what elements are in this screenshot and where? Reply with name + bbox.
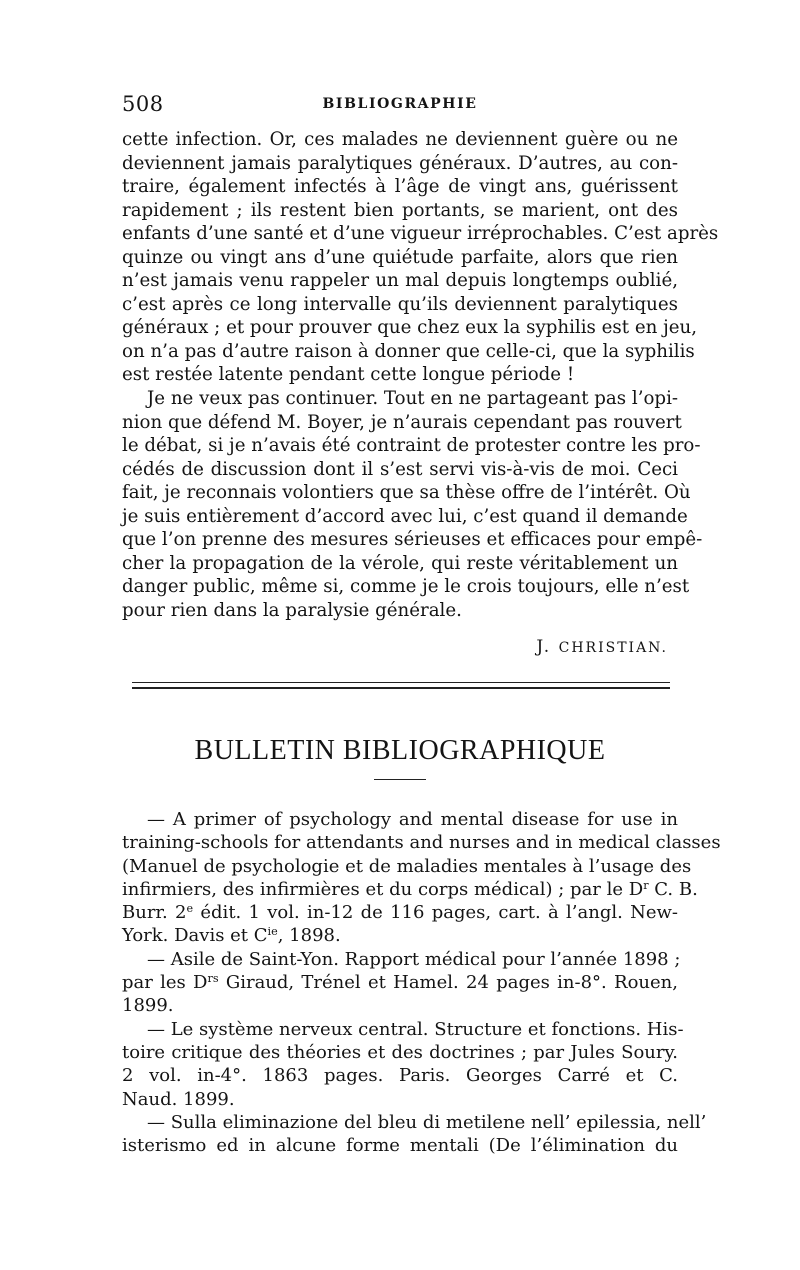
bibliography-entry <box>122 1111 707 1158</box>
text-line: nion que défend M. Boyer, je n’aurais cependant pas rouvert <box>122 411 682 433</box>
text-line: n’est jamais venu rappeler un mal depuis longtemps oublié, <box>122 270 678 292</box>
text-line: pour rien dans la paralysie générale. <box>122 599 462 621</box>
text-line: 2 vol. in-4°. 1863 pages. Paris. Georges Carré et C. <box>122 1065 678 1087</box>
text-line: Je ne veux pas continuer. Tout en ne partageant pas l’opi- <box>147 388 679 410</box>
page-number: 508 <box>122 92 164 116</box>
section-divider <box>132 682 670 689</box>
text-line: Naud. 1899. <box>122 1088 235 1110</box>
text-line: isterismo ed in alcune forme mentali (De l’élimination du <box>122 1135 678 1157</box>
text-line: est restée latente pendant cette longue période ! <box>122 364 575 386</box>
signature-name: CHRISTIAN. <box>558 640 668 656</box>
text-line: quinze ou vingt ans d’une quiétude parfaite, alors que rien <box>122 246 678 268</box>
text-line: cher la propagation de la vérole, qui reste véritablement un <box>122 552 678 574</box>
text-line: (Manuel de psychologie et de maladies mentales à l’usage des <box>122 855 692 877</box>
bibliography-entry <box>122 948 681 1018</box>
signature-initial: J. <box>536 637 552 657</box>
text-line: je suis entièrement d’accord avec lui, c’est quand il demande <box>122 505 688 527</box>
text-line: rapidement ; ils restent bien portants, se marient, ont des <box>122 199 678 221</box>
text-line: 1899. <box>122 995 174 1017</box>
title-underline <box>374 779 426 780</box>
text-line: le débat, si je n’avais été contraint de protester contre les pro- <box>122 435 701 457</box>
text-line: Burr. 2e édit. 1 vol. in-12 de 116 pages, cart. à l’angl. New- <box>122 902 678 924</box>
text-line: généraux ; et pour prouver que chez eux la syphilis est en jeu, <box>122 317 697 339</box>
text-line: — Sulla eliminazione del bleu di metilene nell’ epilessia, nell’ <box>147 1111 707 1133</box>
text-line: enfants d’une santé et d’une vigueur irréprochables. C’est après <box>122 223 719 245</box>
article-body <box>122 128 719 622</box>
text-line: infirmiers, des infirmières et du corps médical) ; par le $D^r$ C. B. <box>122 878 698 900</box>
bibliography-entry <box>122 1018 684 1111</box>
text-line: toire critique des théories et des doctrines ; par Jules Soury. <box>122 1041 678 1063</box>
text-line: deviennent jamais paralytiques généraux. D’autres, au con- <box>122 152 678 174</box>
running-title: BIBLIOGRAPHIE <box>322 96 478 112</box>
text-line: danger public, même si, comme je le crois toujours, elle n’est <box>122 576 690 598</box>
bibliography-entry <box>122 808 721 948</box>
text-line: c’est après ce long intervalle qu’ils deviennent paralytiques <box>122 293 678 315</box>
text-line: que l’on prenne des mesures sérieuses et efficaces pour empê- <box>122 529 703 551</box>
author-signature <box>536 637 668 657</box>
text-line: — Le système nerveux central. Structure et fonctions. His- <box>147 1018 684 1040</box>
text-line: par les $D^{rs}$ Giraud, Trénel et Hamel. 24 pages in-8°. Rouen, <box>122 971 678 994</box>
text-line: traire, également infectés à l’âge de vingt ans, guérissent <box>122 176 678 198</box>
text-line: cédés de discussion dont il s’est servi vis-à-vis de moi. Ceci <box>122 458 678 480</box>
text-line: training-schools for attendants and nurses and in medical classes <box>122 832 721 854</box>
text-line: on n’a pas d’autre raison à donner que celle-ci, que la syphilis <box>122 340 695 362</box>
text-line: — Asile de Saint-Yon. Rapport médical pour l’année 1898 ; <box>147 948 681 970</box>
bibliography-list <box>122 808 721 1157</box>
text-line: cette infection. Or, ces malades ne deviennent guère ou ne <box>122 129 678 150</box>
section-title: BULLETIN BIBLIOGRAPHIQUE <box>194 735 606 766</box>
text-line: — A primer of psychology and mental disease for use in <box>147 809 678 830</box>
text-line: York. Davis et $C^{ie}$, 1898. <box>122 925 341 947</box>
text-line: fait, je reconnais volontiers que sa thèse offre de l’intérêt. Où <box>122 482 691 504</box>
